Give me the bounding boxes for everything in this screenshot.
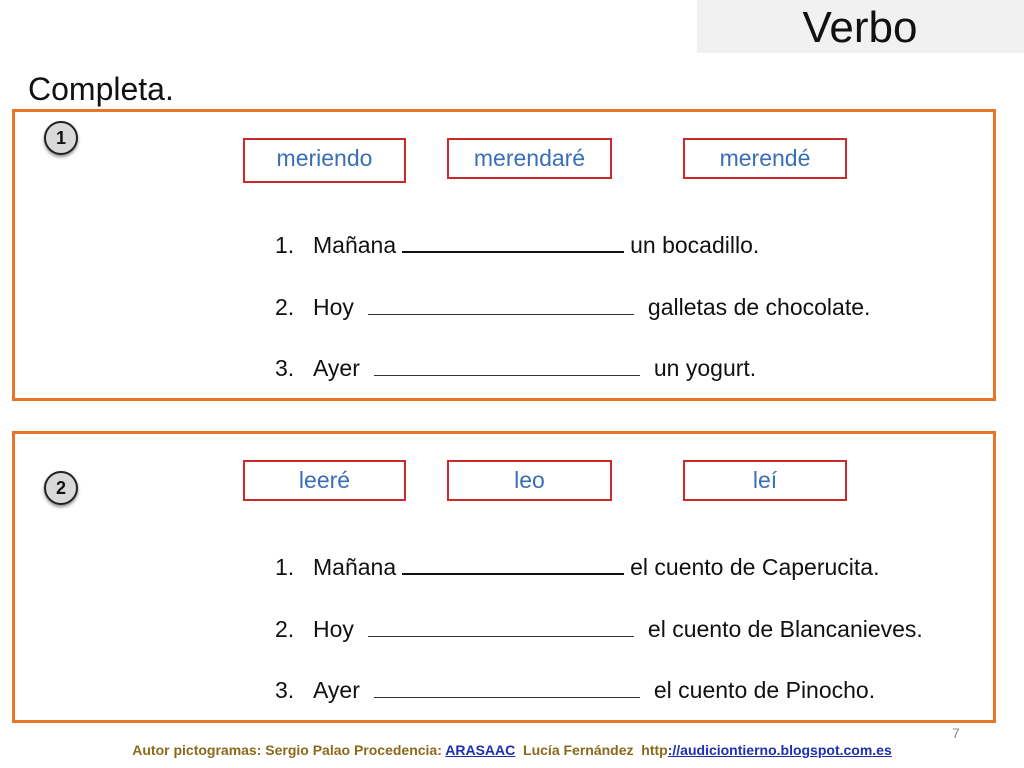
answer-blank[interactable] [374, 677, 640, 698]
sentence-2: 2. Hoy galletas de chocolate. [275, 294, 871, 320]
word-option-meriendo[interactable]: meriendo [243, 138, 406, 183]
sentence-1: 1. Mañana el cuento de Caperucita. [275, 554, 880, 580]
instruction-heading: Completa. [28, 71, 174, 107]
sentence-2: 2. Hoy el cuento de Blancanieves. [275, 616, 923, 642]
exercise-panel-2 [12, 431, 996, 723]
answer-blank[interactable] [368, 616, 634, 637]
arasaac-link[interactable]: ARASAAC [445, 742, 516, 758]
word-option-lei[interactable]: leí [683, 460, 847, 501]
sentence-3: 3. Ayer el cuento de Pinocho. [275, 677, 876, 703]
exercise-panel-1 [12, 109, 996, 401]
exercise-number-badge: 2 [44, 471, 78, 505]
page-title: Verbo [802, 3, 918, 52]
word-option-leere[interactable]: leeré [243, 460, 406, 501]
answer-blank[interactable] [374, 355, 640, 376]
answer-blank[interactable] [402, 231, 624, 253]
word-option-merende[interactable]: merendé [683, 138, 847, 179]
page-number: 7 [952, 725, 960, 741]
footer-credits: Autor pictogramas: Sergio Palao Procedencia: ARASAAC Lucía Fernández http://audiciontierno.blogspot.com.es [132, 742, 892, 758]
blog-link[interactable]: ://audiciontierno.blogspot.com.es [667, 742, 892, 758]
sentence-1: 1. Mañana un bocadillo. [275, 232, 760, 258]
exercise-number-badge: 1 [44, 121, 78, 155]
word-option-merendare[interactable]: merendaré [447, 138, 612, 179]
sentence-3: 3. Ayer un yogurt. [275, 355, 757, 381]
answer-blank[interactable] [368, 294, 634, 315]
answer-blank[interactable] [402, 553, 624, 575]
word-option-leo[interactable]: leo [447, 460, 612, 501]
